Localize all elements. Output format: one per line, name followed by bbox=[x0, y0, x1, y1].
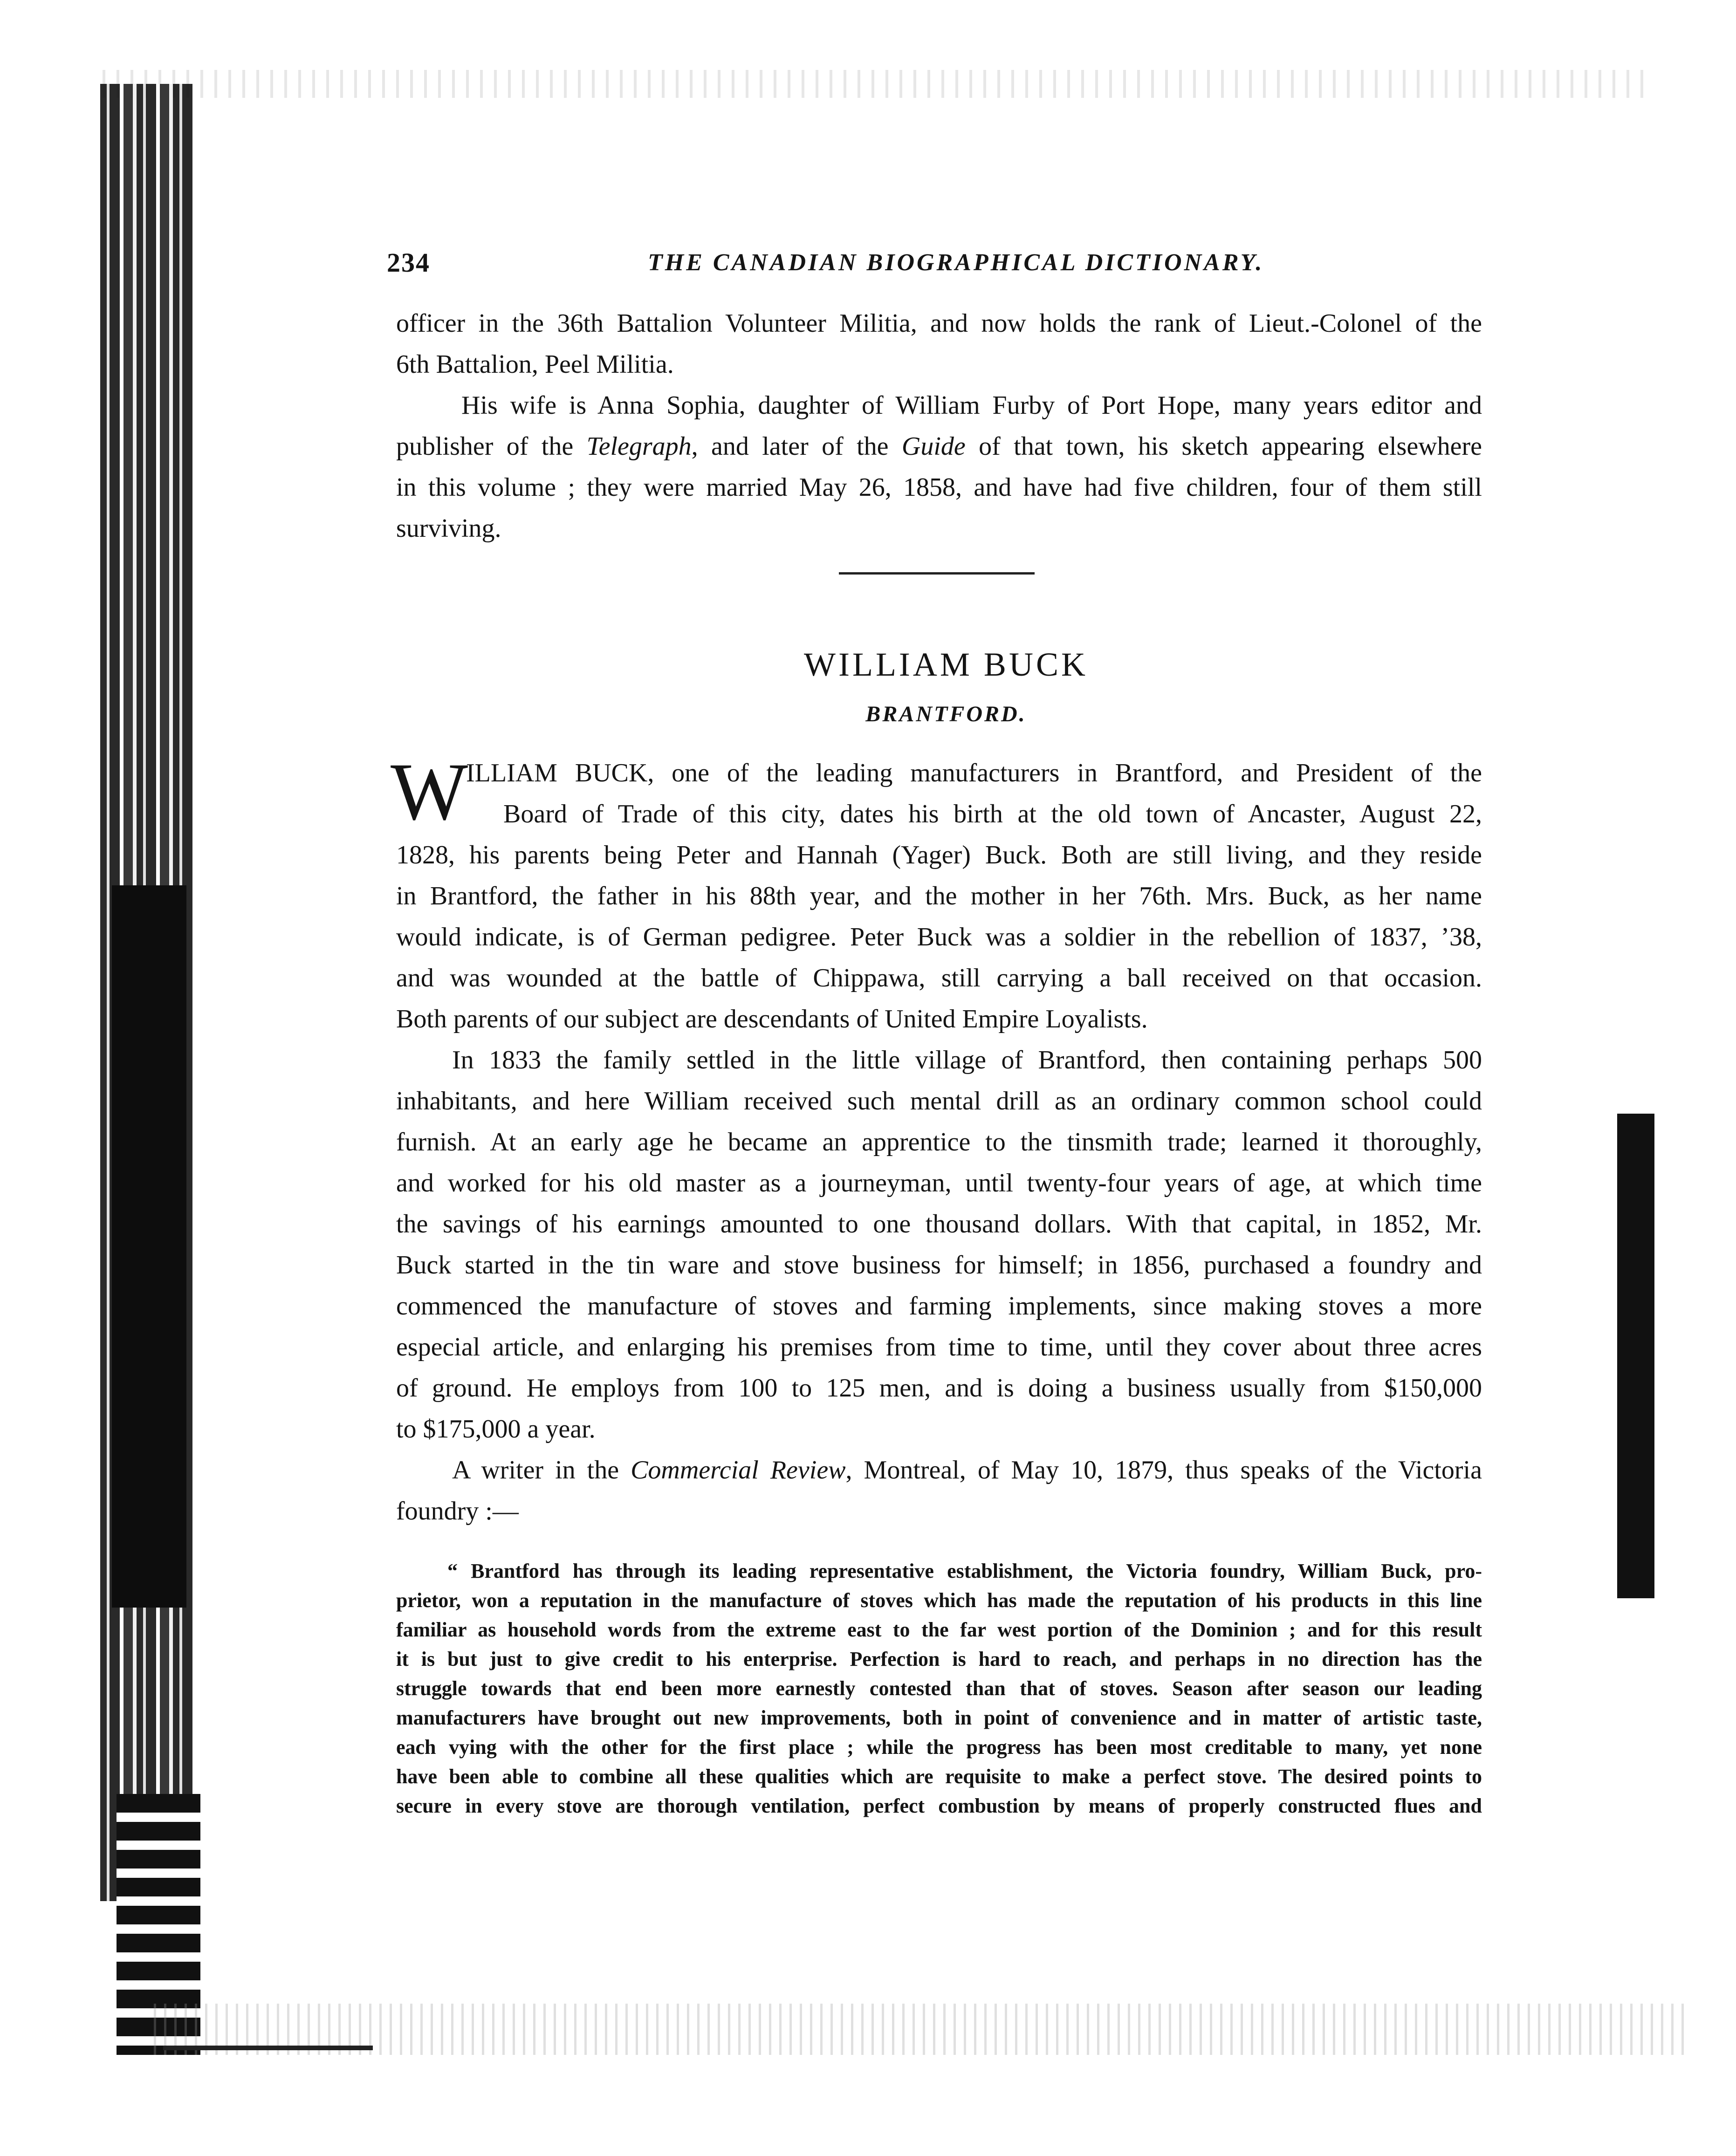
text-line: 6th Battalion, Peel Militia. bbox=[396, 350, 674, 379]
article-paragraph-3 bbox=[396, 1450, 1482, 1532]
text-line bbox=[396, 426, 1482, 467]
page-number: 234 bbox=[387, 247, 430, 278]
quote-line: secure in every stove are thorough ventilation, perfect combustion by means of properly constructed flues and bbox=[396, 1794, 1482, 1817]
text-line: inhabitants, and here William received such mental drill as an ordinary common school could bbox=[396, 1087, 1482, 1116]
text-line: 1828, his parents being Peter and Hannah (Yager) Buck. Both are still living, and they reside bbox=[396, 841, 1482, 869]
publication-title: Commercial Review bbox=[631, 1456, 846, 1485]
quote-line: prietor, won a reputation in the manufacture of stoves which has made the reputation of his products in this line bbox=[396, 1589, 1482, 1612]
text-line: surviving. bbox=[396, 514, 501, 543]
text-line: officer in the 36th Battalion Volunteer Militia, and now holds the rank of Lieut.-Colonel of the bbox=[396, 309, 1482, 338]
text-line: in Brantford, the father in his 88th year, and the mother in her 76th. Mrs. Buck, as her name bbox=[396, 882, 1482, 910]
text-run: publisher of the bbox=[396, 432, 587, 461]
text-run: , Montreal, of May 10, 1879, thus speaks of the Victoria bbox=[845, 1456, 1482, 1485]
article-paragraph-1 bbox=[396, 753, 1482, 1040]
block-quote bbox=[396, 1556, 1482, 1821]
text-line: Buck started in the tin ware and stove business for himself; in 1856, purchased a foundry and bbox=[396, 1251, 1482, 1280]
text-line: would indicate, is of German pedigree. Peter Buck was a soldier in the rebellion of 1837, ’38, bbox=[396, 923, 1482, 951]
text-line: the savings of his earnings amounted to one thousand dollars. With that capital, in 1852, Mr. bbox=[396, 1210, 1482, 1239]
article-place: BRANTFORD. bbox=[865, 702, 1027, 726]
quote-line: struggle towards that end been more earnestly contested than that of stoves. Season after season our leading bbox=[396, 1677, 1482, 1700]
text-line: furnish. At an early age he became an apprentice to the tinsmith trade; learned it thoroughly, bbox=[396, 1128, 1482, 1157]
section-divider bbox=[839, 572, 1035, 575]
text-run: , and later of the bbox=[691, 432, 902, 461]
text-run: A writer in the bbox=[452, 1456, 631, 1485]
running-title: THE CANADIAN BIOGRAPHICAL DICTIONARY. bbox=[648, 249, 1264, 276]
text-run: of that town, his sketch appearing elsewhere bbox=[965, 432, 1482, 461]
continued-text bbox=[396, 303, 1482, 549]
text-line: In 1833 the family settled in the little village of Brantford, then containing perhaps 500 bbox=[452, 1046, 1482, 1075]
quote-line: “ Brantford has through its leading representative establishment, the Victoria foundry, William Buck, pro- bbox=[447, 1560, 1482, 1582]
publication-title: Guide bbox=[901, 432, 966, 461]
quote-line: each vying with the other for the first place ; while the progress has been most creditable to many, yet none bbox=[396, 1736, 1482, 1759]
quote-line: familiar as household words from the extreme east to the far west portion of the Dominion ; and for this result bbox=[396, 1618, 1482, 1641]
text-line: commenced the manufacture of stoves and farming implements, since making stoves a more bbox=[396, 1292, 1482, 1321]
drop-cap: W bbox=[391, 746, 468, 837]
text-line: in this volume ; they were married May 26, 1858, and have had five children, four of them still bbox=[396, 473, 1482, 502]
running-header bbox=[387, 247, 1473, 284]
article-paragraph-2 bbox=[396, 1040, 1482, 1450]
text-line bbox=[396, 1450, 1482, 1491]
text-line: to $175,000 a year. bbox=[396, 1415, 596, 1444]
article-title: WILLIAM BUCK bbox=[804, 646, 1088, 683]
text-line: foundry :— bbox=[396, 1497, 519, 1526]
text-line: ILLIAM BUCK, one of the leading manufacturers in Brantford, and President of the bbox=[466, 759, 1482, 787]
quote-line: it is but just to give credit to his enterprise. Perfection is hard to reach, and perhaps in no direction has the bbox=[396, 1648, 1482, 1670]
text-line: and worked for his old master as a journeyman, until twenty-four years of age, at which time bbox=[396, 1169, 1482, 1198]
quote-line: manufacturers have brought out new improvements, both in point of convenience and in matter of artistic taste, bbox=[396, 1706, 1482, 1729]
text-line: and was wounded at the battle of Chippawa, still carrying a ball received on that occasion. bbox=[396, 964, 1482, 992]
text-line: of ground. He employs from 100 to 125 men, and is doing a business usually from $150,000 bbox=[396, 1374, 1482, 1403]
text-line: especial article, and enlarging his premises from time to time, until they cover about three acres bbox=[396, 1333, 1482, 1362]
text-line: His wife is Anna Sophia, daughter of William Furby of Port Hope, many years editor and bbox=[461, 391, 1482, 420]
text-line: Board of Trade of this city, dates his birth at the old town of Ancaster, August 22, bbox=[503, 800, 1482, 828]
text-line: Both parents of our subject are descendants of United Empire Loyalists. bbox=[396, 1005, 1148, 1034]
publication-title: Telegraph bbox=[586, 432, 692, 461]
quote-line: have been able to combine all these qualities which are requisite to make a perfect stove. The desired points to bbox=[396, 1765, 1482, 1788]
